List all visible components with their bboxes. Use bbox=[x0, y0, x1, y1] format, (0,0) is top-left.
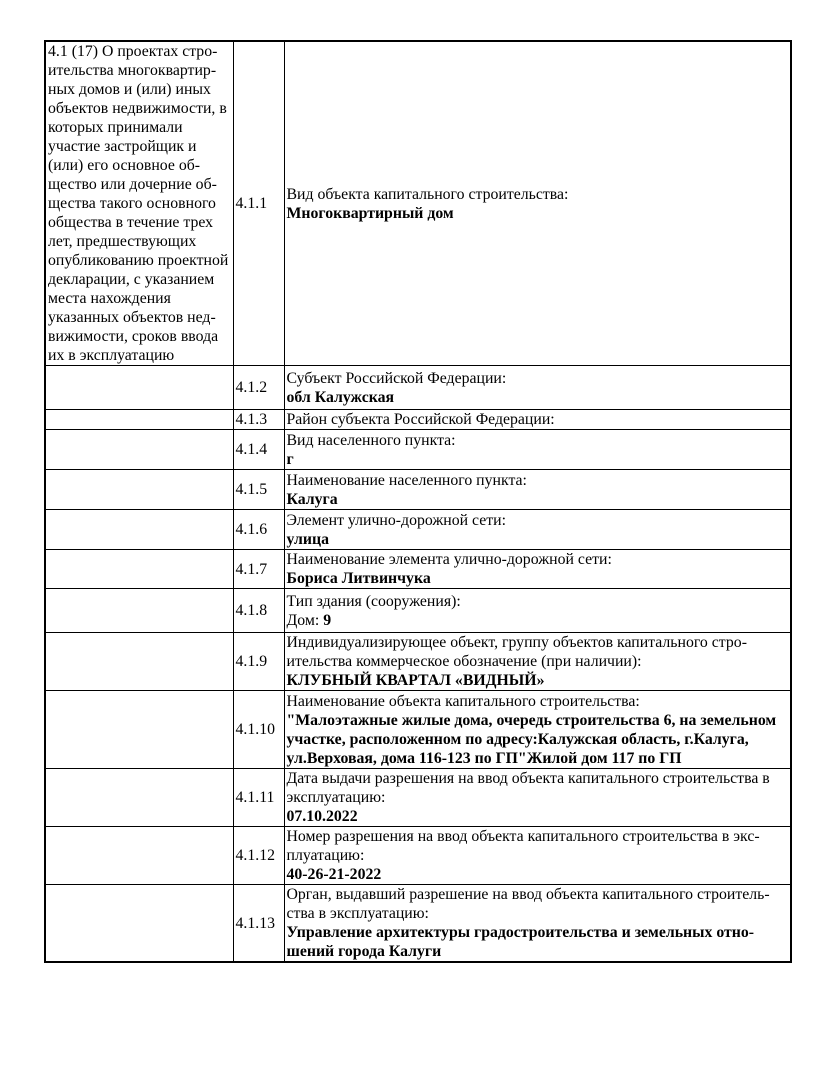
row-number: 4.1.2 bbox=[233, 366, 284, 410]
row-content bbox=[284, 410, 791, 430]
field-label: Вид объекта капитального строительства: bbox=[286, 185, 569, 203]
declaration-table bbox=[44, 40, 792, 963]
empty-cell bbox=[45, 366, 233, 410]
empty-cell bbox=[45, 410, 233, 430]
field-label: Вид населенного пункта: bbox=[286, 431, 456, 449]
row-number: 4.1.8 bbox=[233, 589, 284, 633]
field-value-text: Бориса Литвинчука bbox=[286, 570, 431, 587]
field-label: Район субъекта Российской Федерации: bbox=[286, 411, 555, 428]
field-value-text: Управление архитектуры градостроительства и земельных отношений города Калуги bbox=[286, 924, 755, 960]
row-content bbox=[284, 430, 791, 470]
row-number: 4.1.10 bbox=[233, 691, 284, 769]
field-label: Элемент улично-дорожной сети: bbox=[286, 511, 506, 529]
field-value-prefix: Дом: bbox=[286, 611, 324, 629]
field-value bbox=[287, 204, 789, 223]
table-row bbox=[45, 589, 791, 633]
table-row bbox=[45, 410, 791, 430]
row-number: 4.1.7 bbox=[233, 550, 284, 589]
empty-cell bbox=[45, 470, 233, 510]
table-row bbox=[45, 769, 791, 827]
row-number: 4.1.3 bbox=[233, 410, 284, 430]
row-number: 4.1.6 bbox=[233, 510, 284, 550]
field-value bbox=[287, 807, 789, 826]
field-value bbox=[287, 611, 789, 630]
field-value bbox=[287, 569, 789, 588]
row-content bbox=[284, 691, 791, 769]
empty-cell bbox=[45, 589, 233, 633]
field-value-text: "Малоэтажные жилые дома, очередь строительства 6, на земельном участке, расположенном по адресу:Калужская область, г.Калуга, ул.Верховая, дома 116-123 по ГП"Жилой дом 117 по ГП bbox=[286, 711, 777, 767]
empty-cell bbox=[45, 827, 233, 885]
section-description: 4.1 (17) О проектах строительства многоквартирных домов и (или) иных объектов недвижимости, в которых принимали участие застройщик и (или) его основное общество или дочерние общества такого основного общества в течение трех лет, предшествующих опубликованию проектной декларации, с указанием места нахождения указанных объектов недвижимости, сроков ввода их в эксплуатацию bbox=[45, 41, 233, 366]
field-label: Наименование элемента улично-дорожной сети: bbox=[286, 551, 612, 568]
field-value-text: 9 bbox=[323, 611, 332, 629]
field-value-text: КЛУБНЫЙ КВАРТАЛ «ВИДНЫЙ» bbox=[286, 672, 545, 689]
field-label: Наименование объекта капитального строительства: bbox=[286, 692, 640, 710]
field-value-text: улица bbox=[286, 530, 329, 548]
field-value bbox=[287, 530, 789, 549]
row-number: 4.1.13 bbox=[233, 885, 284, 963]
row-content bbox=[284, 769, 791, 827]
field-label: Тип здания (сооружения): bbox=[286, 592, 461, 610]
row-number: 4.1.9 bbox=[233, 633, 284, 691]
field-value-text: обл Калужская bbox=[286, 388, 395, 406]
row-number: 4.1.5 bbox=[233, 470, 284, 510]
row-number: 4.1.4 bbox=[233, 430, 284, 470]
field-value bbox=[287, 450, 789, 469]
table-row bbox=[45, 510, 791, 550]
row-number: 4.1.11 bbox=[233, 769, 284, 827]
field-label: Индивидуализирующее объект, группу объектов капитального строительства коммерческое обозначение (при наличии): bbox=[286, 634, 747, 670]
table-row bbox=[45, 470, 791, 510]
row-content bbox=[284, 589, 791, 633]
field-label: Субъект Российской Федерации: bbox=[286, 369, 507, 387]
field-label: Орган, выдавший разрешение на ввод объекта капитального строительства в эксплуатацию: bbox=[286, 886, 770, 922]
field-value bbox=[287, 711, 789, 768]
table-row bbox=[45, 550, 791, 589]
row-number: 4.1.12 bbox=[233, 827, 284, 885]
empty-cell bbox=[45, 691, 233, 769]
table-row bbox=[45, 827, 791, 885]
empty-cell bbox=[45, 510, 233, 550]
field-value-text: 40-26-21-2022 bbox=[286, 866, 382, 883]
row-content bbox=[284, 41, 791, 366]
row-content bbox=[284, 366, 791, 410]
field-label: Дата выдачи разрешения на ввод объекта капитального строительства в эксплуатацию: bbox=[286, 770, 770, 806]
field-value bbox=[287, 490, 789, 509]
field-value bbox=[287, 865, 789, 884]
table-row bbox=[45, 691, 791, 769]
row-content bbox=[284, 470, 791, 510]
field-value-text: Калуга bbox=[286, 490, 338, 508]
row-content bbox=[284, 550, 791, 589]
table-row bbox=[45, 430, 791, 470]
empty-cell bbox=[45, 633, 233, 691]
row-content bbox=[284, 510, 791, 550]
field-label: Номер разрешения на ввод объекта капитального строительства в эксплуатацию: bbox=[286, 828, 760, 864]
empty-cell bbox=[45, 885, 233, 963]
field-value bbox=[287, 388, 789, 407]
field-value-text: 07.10.2022 bbox=[286, 808, 358, 825]
empty-cell bbox=[45, 550, 233, 589]
table-row bbox=[45, 885, 791, 963]
row-content bbox=[284, 633, 791, 691]
table-row bbox=[45, 633, 791, 691]
field-value bbox=[287, 923, 789, 961]
table-row bbox=[45, 41, 791, 366]
field-label: Наименование населенного пункта: bbox=[286, 471, 527, 489]
row-content bbox=[284, 827, 791, 885]
field-value bbox=[287, 671, 789, 690]
row-number: 4.1.1 bbox=[233, 41, 284, 366]
table-row bbox=[45, 366, 791, 410]
empty-cell bbox=[45, 430, 233, 470]
empty-cell bbox=[45, 769, 233, 827]
field-value-text: г bbox=[286, 450, 294, 468]
field-value-text: Многоквартирный дом bbox=[286, 204, 454, 222]
row-content bbox=[284, 885, 791, 963]
